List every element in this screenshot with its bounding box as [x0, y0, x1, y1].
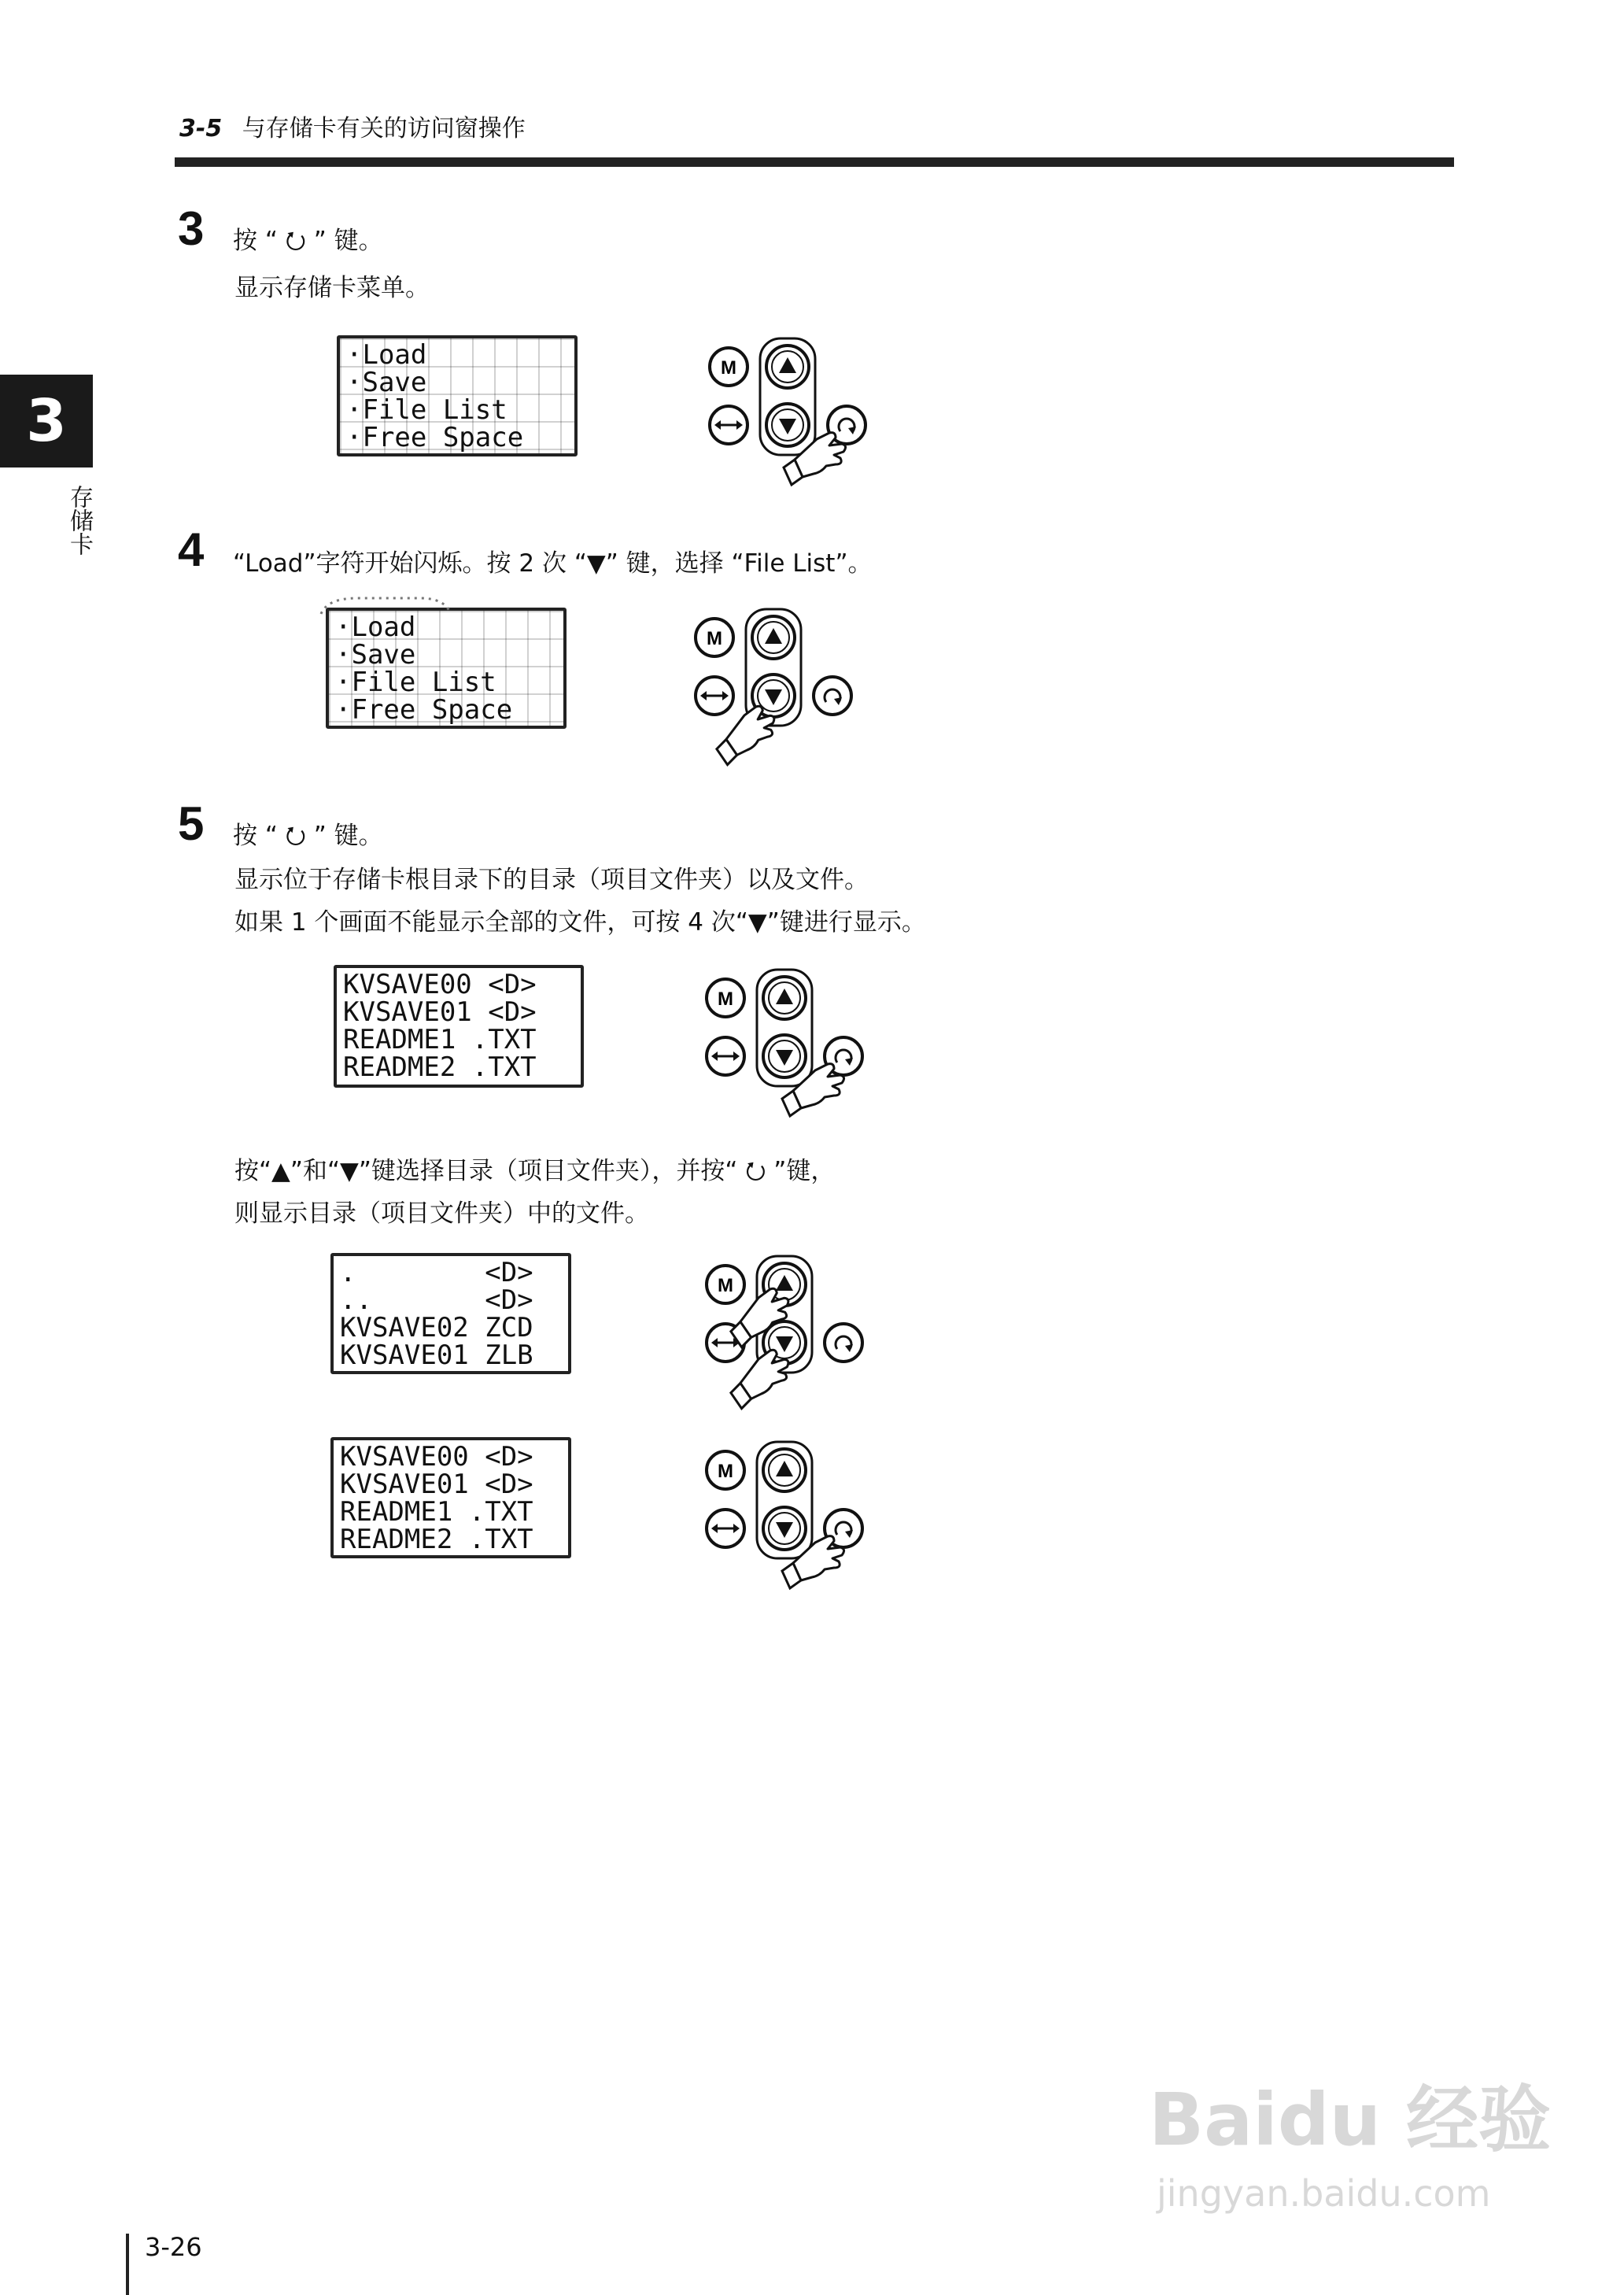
lcd-line: .. <D>: [340, 1284, 533, 1316]
footer-rule: [126, 2234, 129, 2295]
page-number: 3-26: [145, 2232, 202, 2262]
lcd-line: README2 .TXT: [340, 1524, 533, 1555]
lcd-line: README2 .TXT: [343, 1051, 537, 1083]
step-5-number: 5: [178, 797, 205, 850]
lcd-line: ·Save: [335, 639, 416, 671]
lcd-line: README1 .TXT: [343, 1024, 537, 1055]
lcd-line: KVSAVE02 ZCD: [340, 1312, 533, 1343]
keypad-diagram-confirm: [696, 1440, 884, 1598]
lcd-display-root-files: [334, 965, 584, 1088]
lcd-line: ·Load: [346, 339, 427, 371]
lcd-line: . <D>: [340, 1257, 533, 1288]
chapter-tab: 3: [0, 375, 93, 468]
lcd-line: ·File List: [346, 394, 507, 426]
header-rule: [175, 157, 1454, 167]
lcd-line: ·Load: [335, 612, 416, 643]
lcd-display-step3: [337, 335, 578, 456]
lcd-line: KVSAVE01 <D>: [343, 996, 537, 1028]
keypad-diagram-step4: [685, 608, 873, 773]
lcd-line: README1 .TXT: [340, 1496, 533, 1528]
lcd-line: ·Save: [346, 367, 427, 398]
step-3-number: 3: [178, 202, 205, 255]
step-5-instruction: 按 “ ⭮ ” 键。: [233, 822, 383, 850]
step-5-description-4: 则显示目录（项目文件夹）中的文件。: [234, 1199, 649, 1228]
step-5-description-3: 按“▲”和“▼”键选择目录（项目文件夹），并按“ ⭮ ”键，: [234, 1157, 836, 1185]
lcd-line: KVSAVE01 ZLB: [340, 1340, 533, 1371]
lcd-line: KVSAVE00 <D>: [343, 969, 537, 1000]
lcd-line: ·Free Space: [346, 422, 524, 453]
lcd-display-step4: [326, 608, 567, 729]
lcd-display-folder-files: [330, 1253, 571, 1374]
section-title: 与存储卡有关的访问窗操作: [242, 115, 526, 142]
lcd-line: ·Free Space: [335, 694, 513, 726]
blinking-indicator: [318, 593, 460, 617]
section-header: [179, 109, 526, 143]
lcd-line: ·File List: [335, 667, 496, 698]
step-3-instruction: 按 “ ⭮ ” 键。: [233, 227, 383, 255]
lcd-display-root-files-2: [330, 1437, 571, 1558]
keypad-diagram-select: [696, 1255, 884, 1412]
watermark-brand: Baidu 经验: [1149, 2078, 1552, 2162]
chapter-label: 存储卡: [65, 485, 93, 556]
step-5-description-1: 显示位于存储卡根目录下的目录（项目文件夹）以及文件。: [234, 866, 869, 894]
step-4-instruction: “Load”字符开始闪烁。按 2 次 “▼” 键，选择 “File List”。: [233, 549, 873, 578]
keypad-diagram-step5: [696, 968, 884, 1133]
section-number: 3-5: [179, 115, 223, 142]
step-3-description: 显示存储卡菜单。: [234, 274, 430, 302]
step-5-description-2: 如果 1 个画面不能显示全部的文件，可按 4 次“▼”键进行显示。: [234, 908, 926, 937]
lcd-line: KVSAVE00 <D>: [340, 1441, 533, 1473]
keypad-diagram-step3: [699, 337, 888, 502]
step-4-number: 4: [178, 523, 205, 576]
lcd-line: KVSAVE01 <D>: [340, 1469, 533, 1500]
watermark-url: jingyan.baidu.com: [1157, 2172, 1491, 2215]
